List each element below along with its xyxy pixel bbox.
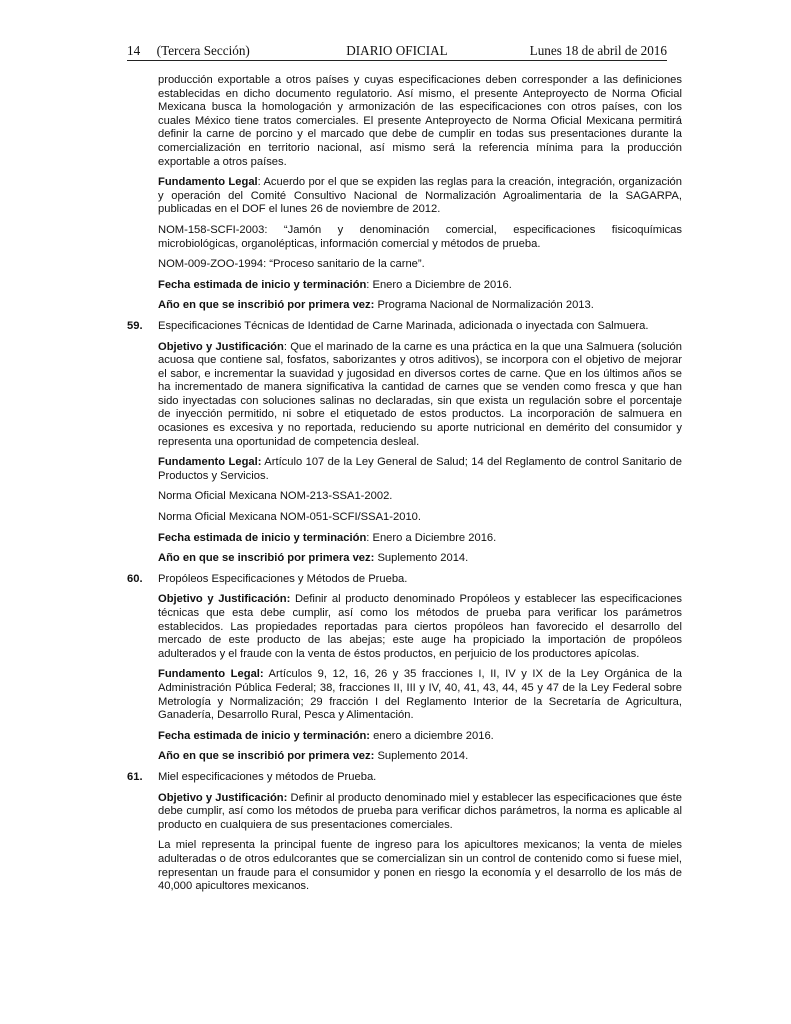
fecha-text: enero a diciembre 2016. bbox=[370, 729, 494, 742]
ano-paragraph bbox=[158, 552, 682, 566]
fecha-paragraph bbox=[158, 532, 682, 546]
objetivo-text: Definir al producto denominado miel y establecer las especificaciones que éste debe cumplir, así como los métodos de prueba para verificar dichos parámetros, la norma es aplicable al producto en cualquiera de sus presentaciones comerciales. bbox=[158, 791, 682, 831]
item-58-continuation bbox=[158, 74, 682, 313]
item-number: 59. bbox=[127, 319, 143, 332]
ano-label: Año en que se inscribió por primera vez: bbox=[158, 299, 375, 312]
fecha-paragraph bbox=[158, 279, 682, 293]
fundamento-paragraph bbox=[158, 176, 682, 217]
ano-paragraph bbox=[158, 299, 682, 313]
fecha-label: Fecha estimada de inicio y terminación bbox=[158, 531, 367, 544]
fecha-text: : Enero a Diciembre de 2016. bbox=[366, 278, 512, 291]
nom-reference: NOM-009-ZOO-1994: “Proceso sanitario de la carne”. bbox=[158, 258, 425, 271]
item-title: Miel especificaciones y métodos de Prueba. bbox=[158, 770, 377, 783]
nom-reference: NOM-158-SCFI-2003: “Jamón y denominación comercial, especificaciones fisicoquímicas microbiológicas, organolépticas, información comercial y métodos de prueba. bbox=[158, 223, 682, 250]
document-body bbox=[127, 74, 682, 901]
norma-reference: Norma Oficial Mexicana NOM-051-SCFI/SSA1-2010. bbox=[158, 511, 421, 524]
fundamento-paragraph bbox=[158, 456, 682, 483]
item-title: Propóleos Especificaciones y Métodos de Prueba. bbox=[158, 572, 408, 585]
item-number: 60. bbox=[127, 572, 143, 585]
item-number: 61. bbox=[127, 770, 143, 783]
header-publication-title: DIARIO OFICIAL bbox=[346, 43, 448, 58]
header-date: Lunes 18 de abril de 2016 bbox=[529, 43, 667, 58]
ano-label: Año en que se inscribió por primera vez: bbox=[158, 750, 375, 763]
header-page-section: 14 (Tercera Sección) bbox=[127, 43, 250, 58]
fundamento-paragraph bbox=[158, 668, 682, 722]
extra-paragraph: La miel representa la principal fuente de ingreso para los apicultores mexicanos; la venta de mieles adulteradas o de otros edulcorantes que se comercializan sin un control de contenido como si fuese miel, representan un fraude para el consumidor y ponen en riesgo la economía y el desarrollo de los más de 40,000 apicultores mexicanos. bbox=[158, 839, 682, 893]
objetivo-label: Objetivo y Justificación bbox=[158, 340, 284, 353]
objetivo-label: Objetivo y Justificación: bbox=[158, 593, 291, 606]
list-item-59 bbox=[127, 319, 682, 566]
objetivo-paragraph bbox=[158, 341, 682, 450]
objetivo-text: : Que el marinado de la carne es una práctica en la que una Salmuera (solución acuosa que contiene sal, fosfatos, saborizantes y otros aditivos), se incorpora con el objetivo de mejorar el sabor, e incrementar la suavidad y jugosidad en diversos cortes de carne. Que en los últimos años se ha incrementado de manera significativa la cantidad de carnes que se venden como fresca y que han sido inyectadas con soluciones salinas no declaradas, sin que exista un regulación sobre el porcentaje de inyección permitido, ni sobre el etiquetado de estos productos. La incorporación de salmuera en ocasiones es excesiva y no reportada, reduciendo su aporte nutricional en demérito del consumidor y representa una oportunidad de competencia desleal. bbox=[158, 340, 682, 448]
fecha-text: : Enero a Diciembre 2016. bbox=[366, 531, 497, 544]
fundamento-label: Fundamento Legal: bbox=[158, 668, 264, 681]
objetivo-label: Objetivo y Justificación: bbox=[158, 791, 288, 804]
fundamento-text: Artículo 107 de la Ley General de Salud; 14 del Reglamento de control Sanitario de Productos y Servicios. bbox=[158, 456, 682, 482]
ano-paragraph bbox=[158, 750, 682, 764]
ano-text: Suplemento 2014. bbox=[374, 552, 469, 565]
fundamento-label: Fundamento Legal bbox=[158, 176, 258, 189]
list-item-61 bbox=[127, 770, 682, 894]
fundamento-text: : Acuerdo por el que se expiden las reglas para la creación, integración, organización y operación del Comité Consultivo Nacional de Normalización Agroalimentaria de la SAGARPA, publicadas en el DOF el lunes 26 de noviembre de 2012. bbox=[158, 176, 682, 216]
objetivo-paragraph bbox=[158, 792, 682, 833]
page-header bbox=[127, 41, 667, 63]
ano-text: Programa Nacional de Normalización 2013. bbox=[374, 299, 594, 312]
fecha-label: Fecha estimada de inicio y terminación: bbox=[158, 729, 371, 742]
ano-label: Año en que se inscribió por primera vez: bbox=[158, 552, 375, 565]
intro-paragraph: producción exportable a otros países y cuyas especificaciones deben corresponder a las definiciones establecidas en dicho documento regulatorio. Así mismo, el presente Anteproyecto de Norma Oficial Mexicana busca la homologación y armonización de las especificaciones con otros países, con los cuales México tiene tratos comerciales. El presente Anteproyecto de Norma Oficial Mexicana permitirá definir la carne de porcino y el marcado que debe de cumplir en todas sus presentaciones durante la comercialización en territorio nacional, así mismo será la referencia mínima para la producción exportable a otros países. bbox=[158, 74, 682, 168]
fundamento-label: Fundamento Legal: bbox=[158, 456, 262, 469]
header-rule bbox=[127, 60, 667, 61]
objetivo-paragraph bbox=[158, 593, 682, 661]
objetivo-text: Definir al producto denominado Propóleos y establecer las especificaciones técnicas que esta debe cumplir, así como los métodos de prueba para verificar los parámetros establecidos. Las propiedades reportadas para ciertos propóleos han favorecido el desarrollo del mercado de este producto de las abejas; este auge ha propiciado la importación de propóleos adulterados y el fraude con la venta de éstos productos, en perjuicio de los productores apícolas. bbox=[158, 593, 682, 660]
fecha-paragraph bbox=[158, 730, 682, 744]
list-item-60 bbox=[127, 572, 682, 764]
ano-text: Suplemento 2014. bbox=[374, 750, 469, 763]
item-title: Especificaciones Técnicas de Identidad de Carne Marinada, adicionada o inyectada con Salmuera. bbox=[158, 319, 649, 332]
fecha-label: Fecha estimada de inicio y terminación bbox=[158, 278, 367, 291]
fundamento-text: Artículos 9, 12, 16, 26 y 35 fracciones I, II, IV y IX de la Ley Orgánica de la Administración Pública Federal; 38, fracciones II, III y IV, 40, 41, 43, 44, 45 y 47 de la Ley Federal sobre Metrología y Normalización; 29 fracción I del Reglamento Interior de la Secretaría de Agricultura, Ganadería, Desarrollo Rural, Pesca y Alimentación. bbox=[158, 668, 682, 722]
norma-reference: Norma Oficial Mexicana NOM-213-SSA1-2002. bbox=[158, 490, 393, 503]
